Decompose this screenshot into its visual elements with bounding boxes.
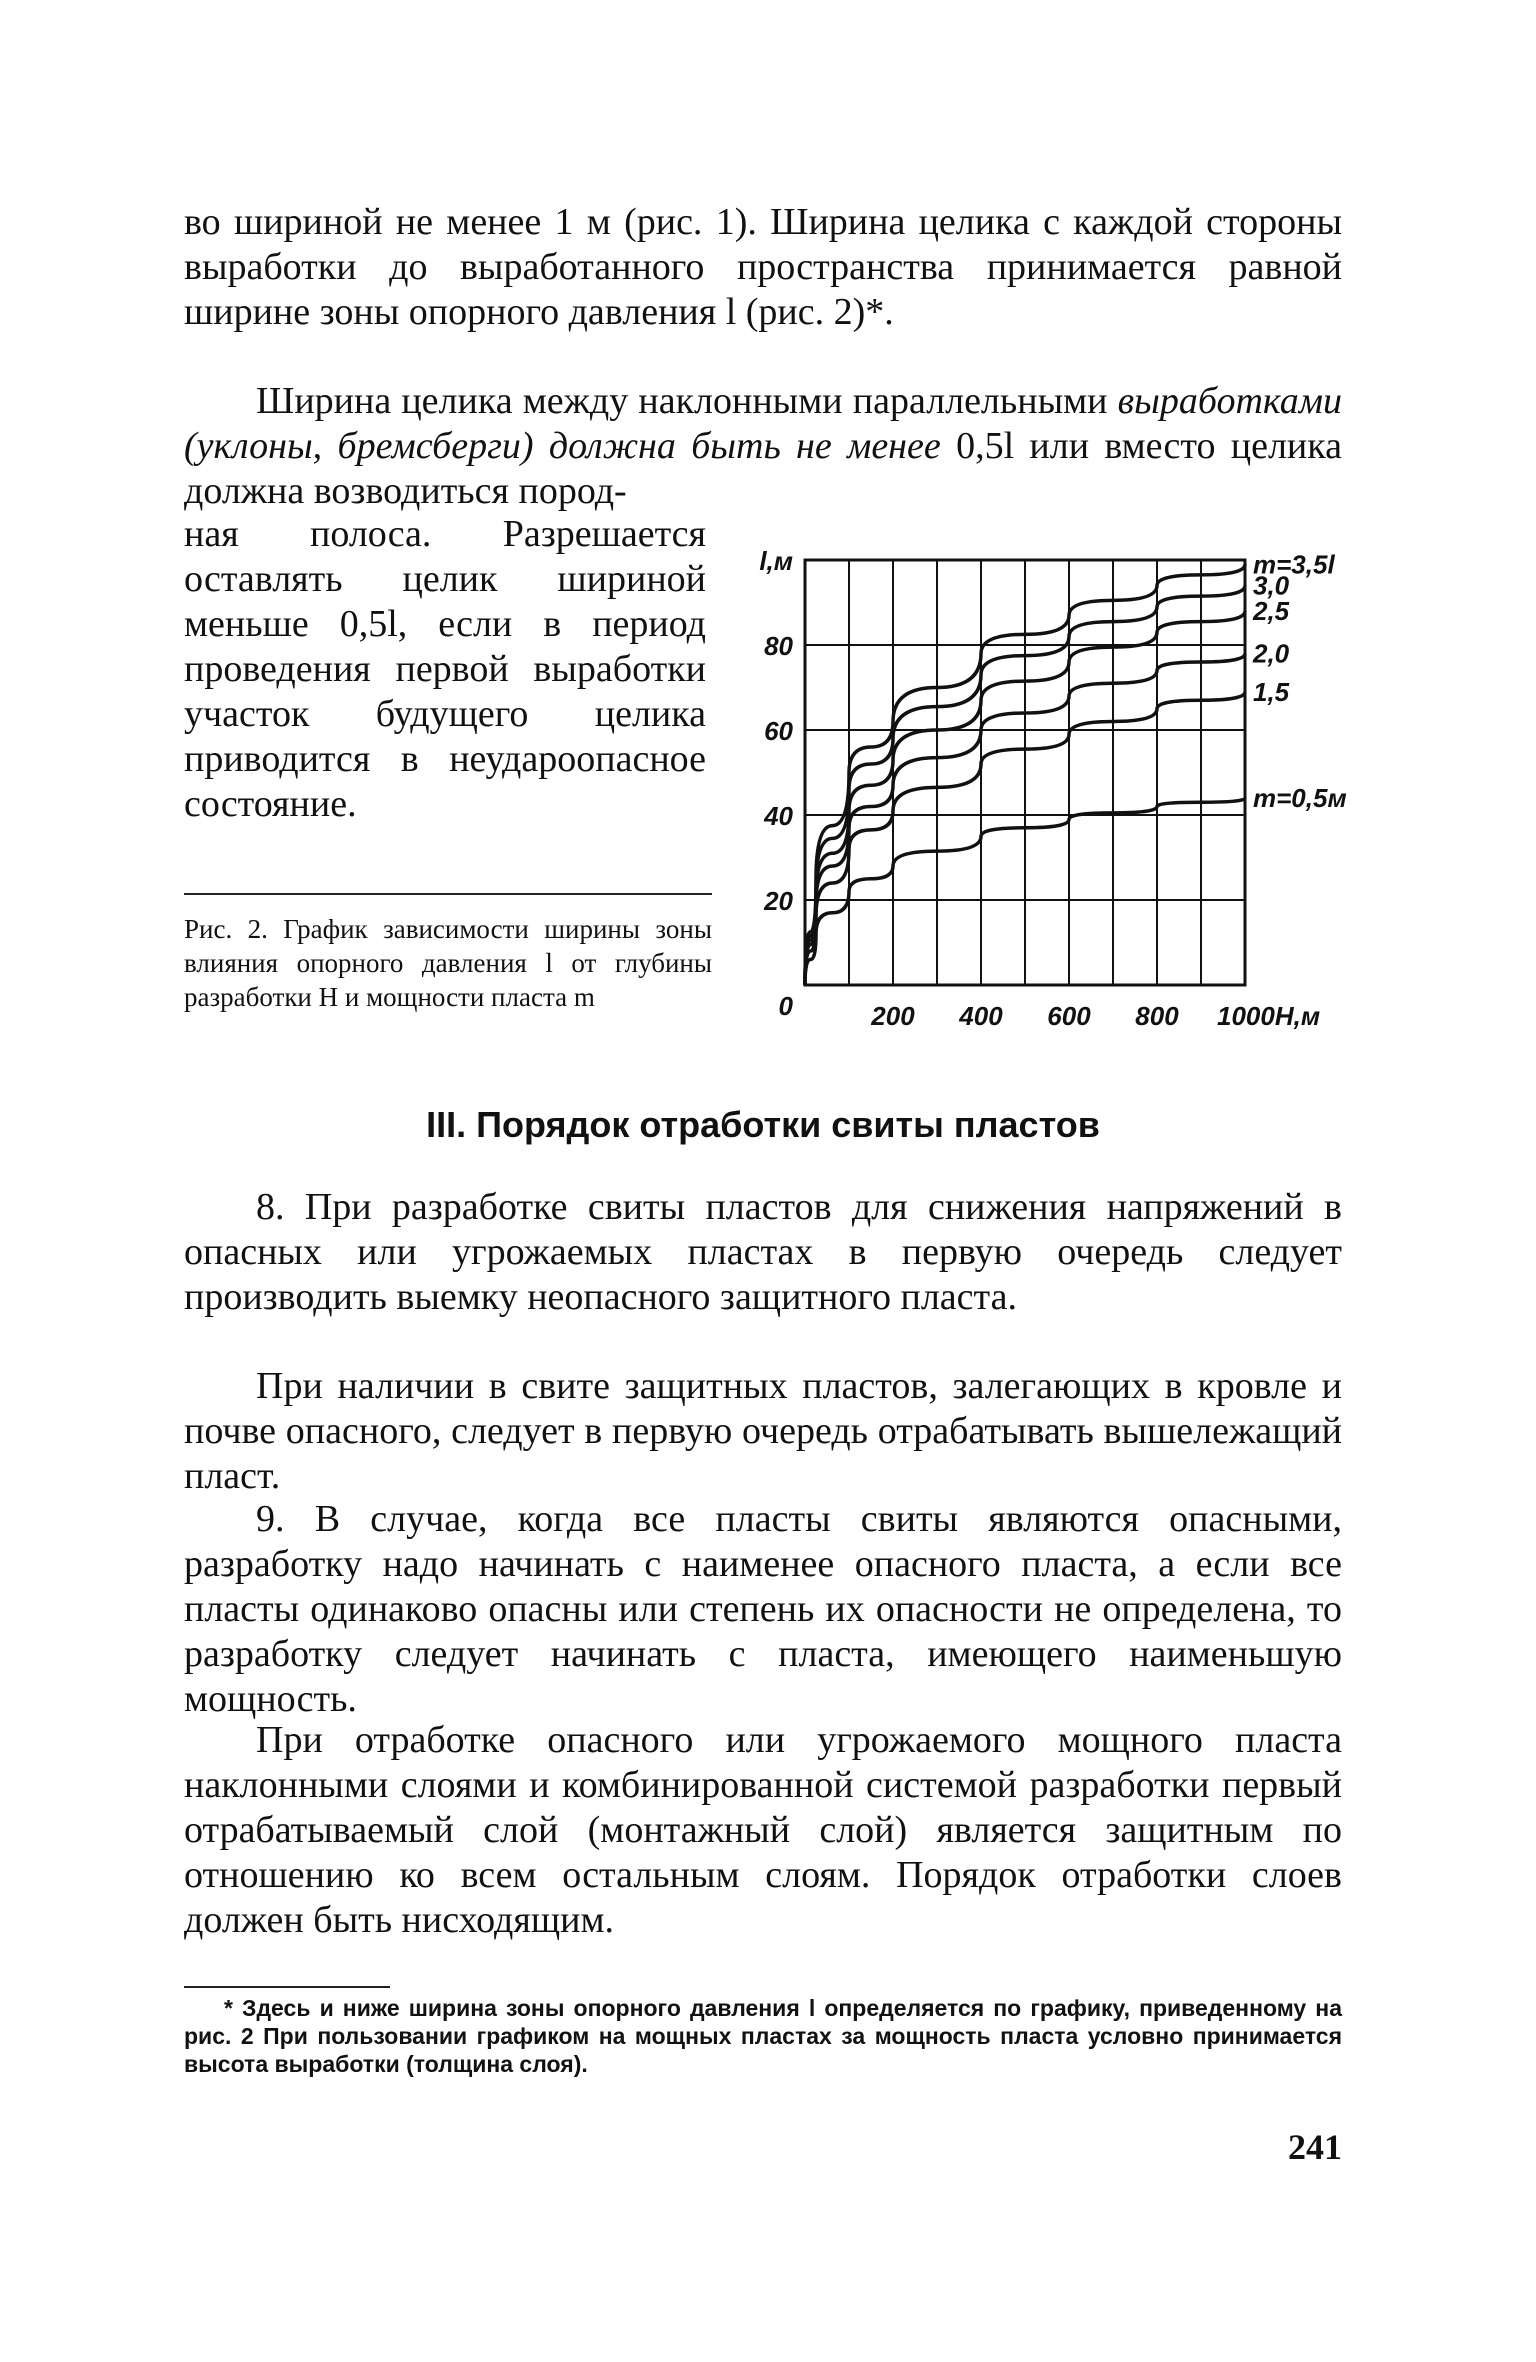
paragraph-9b: При отработке опасного или угрожаемого мощного пласта наклонными слоями и комбинированной системой разработки первый отрабатываемый слой (монтажный слой) является защитным по отношению ко всем остальным слоям. Порядок отработки слоев должен быть нисходящим. — [184, 1719, 1342, 1941]
section-heading: III. Порядок отработки свиты пластов — [426, 1104, 1100, 1145]
paragraph-8: 8. При разработке свиты пластов для снижения напряжений в опасных или угрожаемых пластах в первую очередь следует производить выемку неопасного защитного пласта. — [184, 1186, 1342, 1318]
footnote: * Здесь и ниже ширина зоны опорного давления l определяется по графику, приведенному на рис. 2 При пользовании графиком на мощных пластах за мощность пласта условно принимается высота выработки (толщина слоя). — [184, 1995, 1342, 2077]
paragraph-2-italic: выработками (уклоны, бремсберги) должна быть не менее — [184, 380, 1342, 467]
y-tick-label: l,м — [759, 546, 793, 576]
paragraph-8b: При наличии в свите защитных пластов, залегающих в кровле и почве опасного, следует в первую очередь отрабатывать вышележащий пласт. — [184, 1365, 1342, 1497]
series-label: 3,0 — [1253, 570, 1290, 601]
caption-rule — [184, 893, 712, 895]
x-tick-label: 200 — [871, 1001, 915, 1031]
y-tick-label: 80 — [764, 631, 793, 661]
x-tick-label: 1000Н,м — [1217, 1001, 1321, 1031]
y-tick-label: 20 — [764, 886, 793, 916]
y-tick-label: 60 — [764, 716, 793, 746]
series-label: 1,5 — [1253, 676, 1290, 707]
paragraph-2 — [184, 379, 1342, 514]
x-tick-label: 800 — [1135, 1001, 1179, 1031]
paragraph-2-end: 0,5l или вместо целика должна возводиться пород- — [184, 425, 1343, 512]
paragraph-2-continued: ная полоса. Разрешается оставлять целик шириной меньше 0,5l, если в период проведения первой выработки участок будущего целика приводится в неудароопасное состояние. — [184, 513, 706, 825]
paragraph-9: 9. В случае, когда все пласты свиты являются опасными, разработку надо начинать с наименее опасного пласта, а если все пласты одинаково опасны или степень их опасности не определена, то разработку следует начинать с пласта, имеющего наименьшую мощность. — [184, 1498, 1342, 1720]
figure-caption: Рис. 2. График зависимости ширины зоны влияния опорного давления l от глубины разработки H и мощности пласта m — [184, 914, 712, 1012]
x-tick-label: 600 — [1047, 1001, 1091, 1031]
footnote-rule — [184, 1986, 390, 1988]
series-label: 2,5 — [1253, 596, 1290, 626]
page-number: 241 — [1288, 2127, 1342, 2167]
y-tick-label: 40 — [764, 801, 793, 831]
series-label: 2,0 — [1253, 638, 1290, 669]
paragraph-1: во шириной не менее 1 м (рис. 1). Ширина целика с каждой стороны выработки до выработанного пространства принимается равной ширине зоны опорного давления l (рис. 2)*. — [184, 201, 1342, 333]
y-tick-label: 0 — [778, 991, 793, 1021]
x-tick-label: 400 — [959, 1001, 1003, 1031]
series-label: m=3,5l — [1253, 549, 1335, 580]
series-label: m=0,5м — [1253, 783, 1347, 813]
figure-2-chart — [730, 545, 1350, 1050]
paragraph-2-start: Ширина целика между наклонными параллельными — [256, 380, 1118, 422]
